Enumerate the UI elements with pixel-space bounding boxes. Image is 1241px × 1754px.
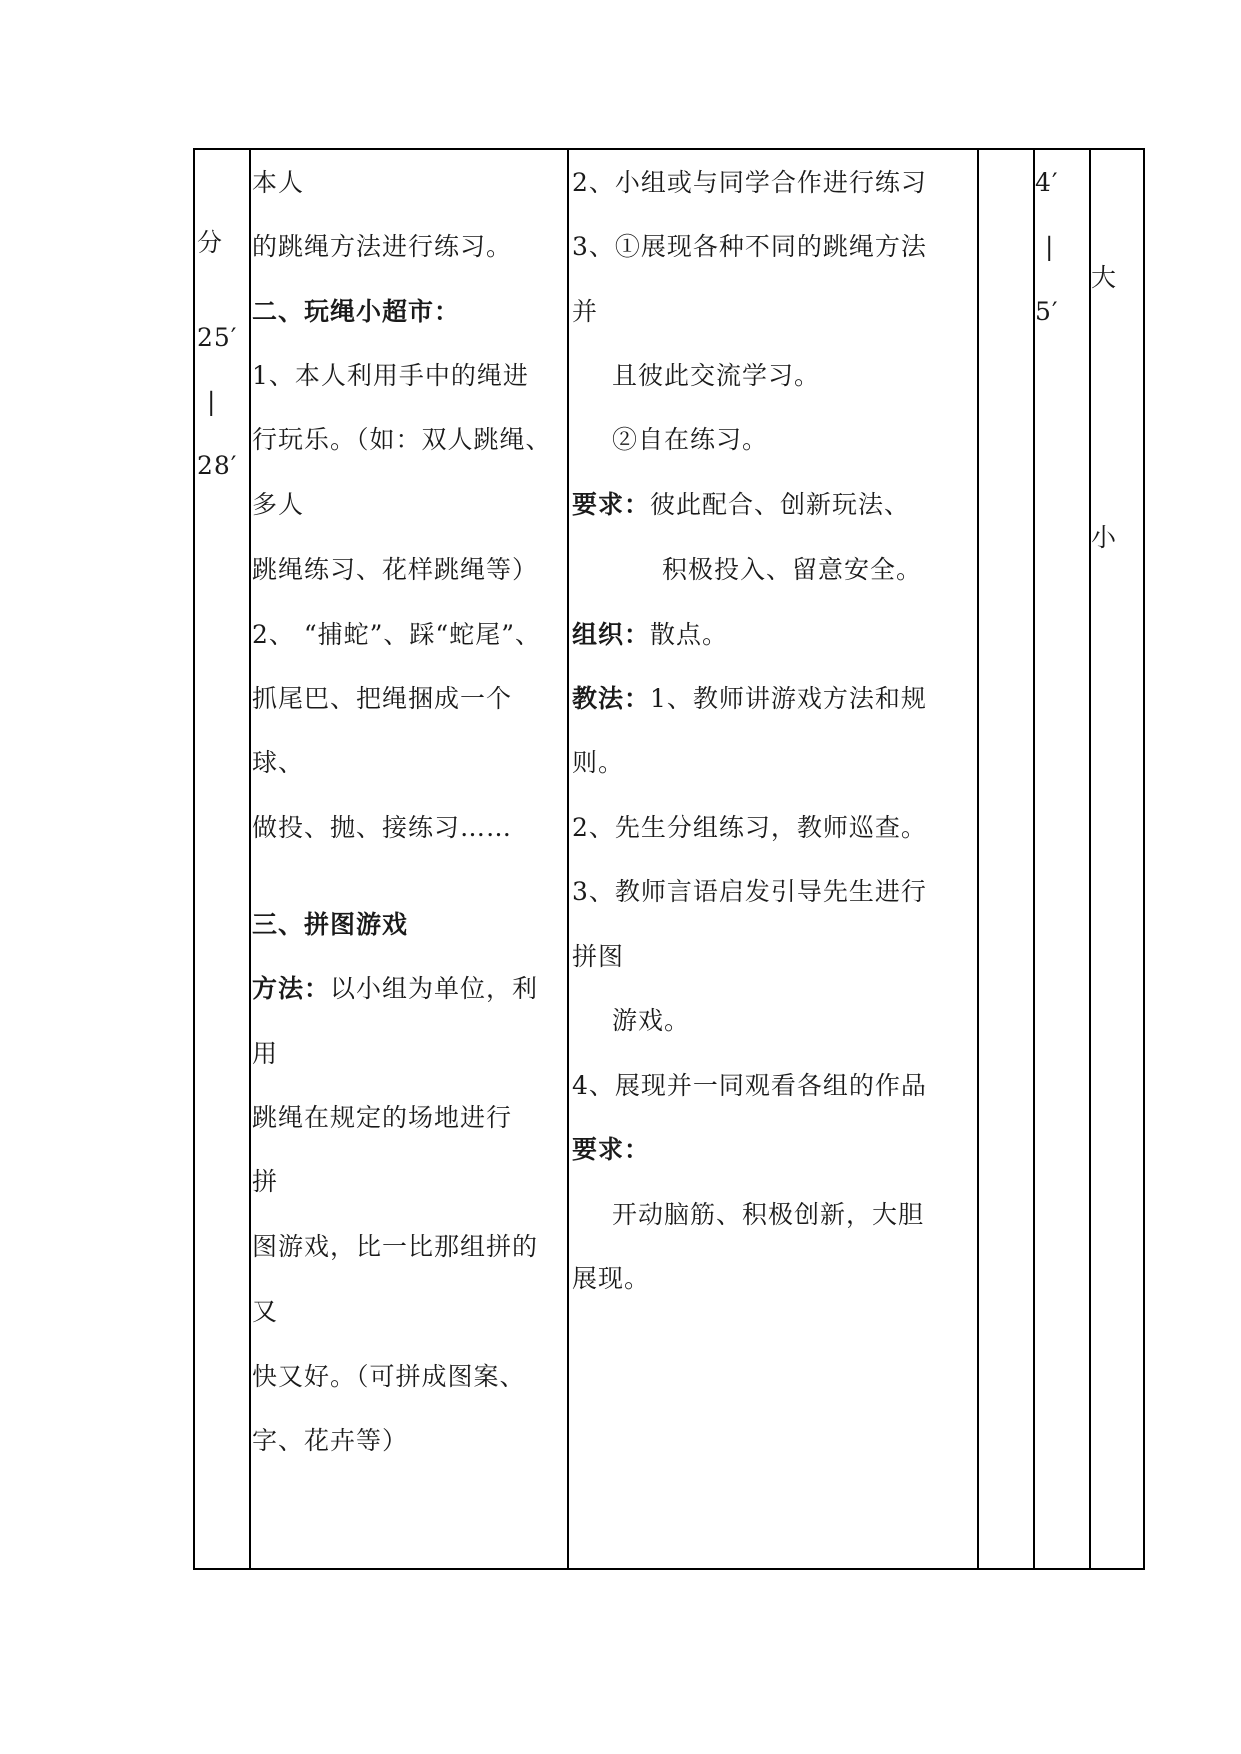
column-divider xyxy=(249,150,251,1568)
method-line xyxy=(572,490,910,520)
content-line: 本人 xyxy=(252,168,305,197)
content-line: 又 xyxy=(252,1297,279,1326)
method-line: ②自在练习。 xyxy=(612,425,769,454)
time-text: 5′ xyxy=(1035,297,1059,326)
method-line: 则。 xyxy=(572,748,625,777)
content-line: 抓尾巴、把绳捆成一个 xyxy=(252,684,513,713)
time-text: 25′ xyxy=(197,323,238,352)
content-line: 跳绳在规定的场地进行 xyxy=(252,1103,513,1132)
lesson-plan-table xyxy=(193,148,1145,1570)
label-teaching: 教法： xyxy=(572,684,651,713)
time-column xyxy=(197,150,247,1568)
content-line: 的跳绳方法进行练习。 xyxy=(252,232,513,261)
method-line: 2、小组或与同学合作进行练习 xyxy=(572,168,927,197)
time-text: 分 xyxy=(197,228,224,257)
method-line: 3、教师言语启发引导先生进行 xyxy=(572,877,927,906)
method-line: 拼图 xyxy=(572,942,625,971)
content-line: 拼 xyxy=(252,1167,279,1196)
intensity-text: 小 xyxy=(1091,523,1118,552)
content-line: 做投、抛、接练习…… xyxy=(252,813,513,842)
time-text: 4′ xyxy=(1035,168,1059,197)
time-text: 28′ xyxy=(197,451,238,480)
blank-column xyxy=(979,150,1033,1568)
organization-text: 散点。 xyxy=(650,620,729,649)
time-text: | xyxy=(1045,232,1055,261)
method-text: 以小组为单位，利 xyxy=(330,974,539,1003)
content-column xyxy=(252,150,567,1568)
method-line: 并 xyxy=(572,297,599,326)
method-line: 开动脑筋、积极创新，大胆 xyxy=(612,1200,925,1229)
section-heading: 二、玩绳小超市： xyxy=(252,297,461,326)
content-line: 多人 xyxy=(252,490,305,519)
content-line: 跳绳练习、花样跳绳等） xyxy=(252,555,539,584)
content-line: 1、本人利用手中的绳进 xyxy=(252,361,529,390)
method-line: 2、先生分组练习，教师巡查。 xyxy=(572,813,927,842)
label-requirement: 要求： xyxy=(572,490,651,519)
column-divider xyxy=(567,150,569,1568)
content-line: 字、花卉等） xyxy=(252,1426,409,1455)
method-line: 游戏。 xyxy=(612,1006,691,1035)
content-line: 行玩乐。（如：双人跳绳、 xyxy=(252,425,552,454)
content-line: 2、 “捕蛇”、踩“蛇尾”、 xyxy=(252,620,541,649)
content-line: 快又好。（可拼成图案、 xyxy=(252,1362,526,1391)
time-text: | xyxy=(207,387,217,416)
label-requirement: 要求： xyxy=(572,1135,651,1164)
method-column xyxy=(572,150,977,1568)
method-line xyxy=(572,620,728,650)
intensity-text: 大 xyxy=(1091,263,1118,292)
method-line: 积极投入、留意安全。 xyxy=(662,555,923,584)
requirement-text: 彼此配合、创新玩法、 xyxy=(650,490,911,519)
content-line xyxy=(252,974,538,1004)
content-line: 用 xyxy=(252,1039,279,1068)
method-line: 展现。 xyxy=(572,1264,651,1293)
content-line: 图游戏，比一比那组拼的 xyxy=(252,1232,539,1261)
teaching-text: 1、教师讲游戏方法和规 xyxy=(650,684,927,713)
intensity-column xyxy=(1091,150,1145,1568)
method-line: 3、①展现各种不同的跳绳方法 xyxy=(572,232,927,261)
section-heading: 三、拼图游戏 xyxy=(252,910,409,939)
method-line: 且彼此交流学习。 xyxy=(612,361,821,390)
label-organization: 组织： xyxy=(572,620,651,649)
method-line: 4、展现并一同观看各组的作品 xyxy=(572,1071,927,1100)
method-line xyxy=(572,684,927,714)
label-method: 方法： xyxy=(252,974,331,1003)
content-line: 球、 xyxy=(252,748,305,777)
time2-column xyxy=(1035,150,1089,1568)
